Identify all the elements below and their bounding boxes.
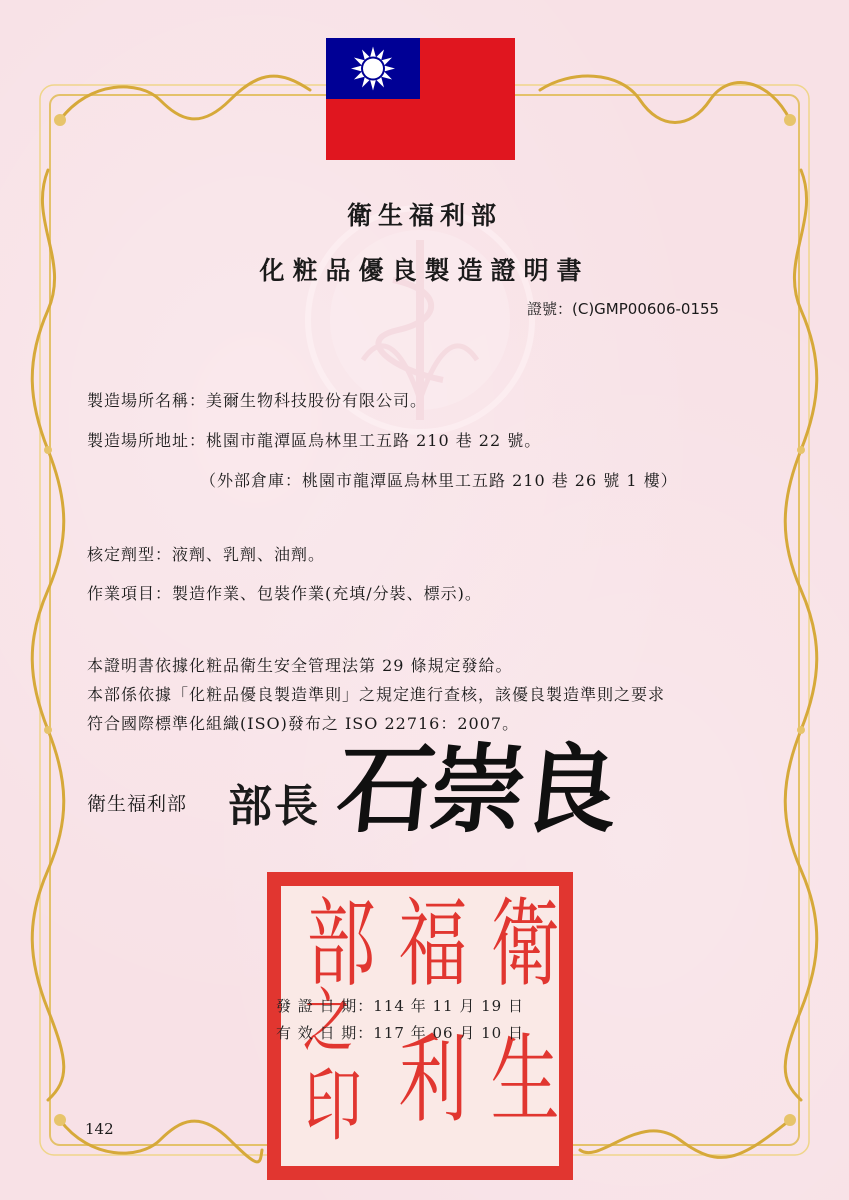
seal-glyph: 福 [398,888,468,1000]
ministry-heading: 衛生福利部 [346,201,502,230]
issue-date: 發 證 日 期：114 年 11 月 19 日 [276,997,524,1015]
certificate-number: 證號：(C)GMP00606-0155 [527,300,720,318]
legal-basis-line-1: 本證明書依據化粧品衛生安全管理法第 29 條規定發給。 [87,656,513,675]
legal-basis-line-2: 本部係依據「化粧品優良製造準則」之規定進行查核，該優良製造準則之要求 [87,685,666,704]
facility-name: 製造場所名稱：美爾生物科技股份有限公司。 [87,391,428,410]
approved-dosage-forms: 核定劑型：液劑、乳劑、油劑。 [87,545,326,564]
signoff-department: 衛生福利部 [87,793,188,815]
valid-until-date: 有 效 日 期：117 年 06 月 10 日 [276,1024,524,1042]
national-flag [326,38,515,160]
seal-glyph: 利 [398,1024,468,1136]
seal-glyph: 印 [304,1059,362,1152]
page-number: 142 [85,1120,114,1138]
seal-glyph: 衛 [490,888,560,1000]
operation-items: 作業項目：製造作業、包裝作業(充填/分裝、標示)。 [87,584,482,603]
seal-glyph: 生 [490,1024,560,1136]
facility-address: 製造場所地址：桃園市龍潭區烏林里工五路 210 巷 22 號。 [87,431,542,450]
minister-signature: 石崇良 [332,733,620,846]
seal-glyph: 之 [302,980,354,1062]
certificate-title: 化粧品優良製造證明書 [259,256,590,285]
seal-glyph: 部 [306,888,376,1000]
minister-title: 部長 [228,781,320,832]
legal-basis-line-3: 符合國際標準化組織(ISO)發布之 ISO 22716：2007。 [87,714,520,733]
external-warehouse: （外部倉庫：桃園市龍潭區烏林里工五路 210 巷 26 號 1 樓） [200,471,678,490]
